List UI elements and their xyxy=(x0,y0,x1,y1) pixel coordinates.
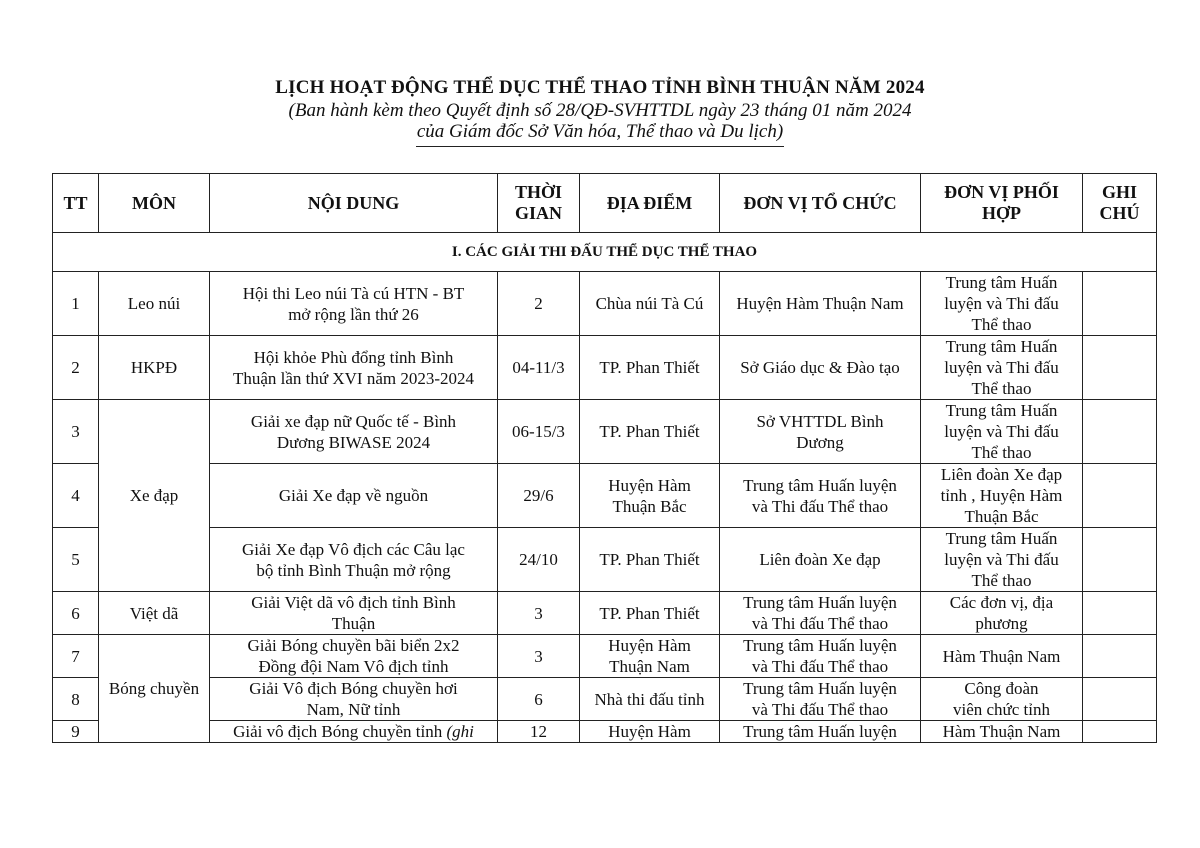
cell-dia-diem: TP. Phan Thiết xyxy=(580,592,720,635)
cell-dia-diem: TP. Phan Thiết xyxy=(580,336,720,400)
table-header-row xyxy=(53,174,1157,233)
cell-to-chuc: Trung tâm Huấn luyện và Thi đấu Thể thao xyxy=(720,678,921,721)
table-row xyxy=(53,721,1157,743)
cell-thoi-gian: 04-11/3 xyxy=(498,336,580,400)
cell-to-chuc: Sở VHTTDL Bình Dương xyxy=(720,400,921,464)
title-underline xyxy=(416,146,784,147)
document-header xyxy=(0,76,1200,147)
cell-dia-diem: TP. Phan Thiết xyxy=(580,400,720,464)
cell-thoi-gian: 24/10 xyxy=(498,528,580,592)
header-mon: MÔN xyxy=(99,174,210,233)
table-row xyxy=(53,528,1157,592)
cell-tt: 7 xyxy=(53,635,99,678)
header-tt: TT xyxy=(53,174,99,233)
table-row xyxy=(53,592,1157,635)
cell-tt: 1 xyxy=(53,272,99,336)
cell-noi-dung: Giải Xe đạp Vô địch các Câu lạc bộ tỉnh Bình Thuận mở rộng xyxy=(210,528,498,592)
cell-noi-dung: Giải Vô địch Bóng chuyền hơi Nam, Nữ tỉnh xyxy=(210,678,498,721)
cell-noi-dung: Giải Xe đạp về nguồn xyxy=(210,464,498,528)
document-subtitle-line-1: (Ban hành kèm theo Quyết định số 28/QĐ-SVHTTDL ngày 23 tháng 01 năm 2024 xyxy=(288,100,912,121)
cell-tt: 3 xyxy=(53,400,99,464)
cell-tt: 8 xyxy=(53,678,99,721)
cell-to-chuc: Trung tâm Huấn luyện xyxy=(720,721,921,743)
cell-mon: Leo núi xyxy=(99,272,210,336)
cell-phoi-hop: Công đoàn viên chức tỉnh xyxy=(921,678,1083,721)
document-subtitle-line-2: của Giám đốc Sở Văn hóa, Thể thao và Du lịch) xyxy=(416,121,784,142)
cell-dia-diem: Huyện Hàm xyxy=(580,721,720,743)
cell-tt: 2 xyxy=(53,336,99,400)
header-don-vi-to-chuc: ĐƠN VỊ TỔ CHỨC xyxy=(720,174,921,233)
cell-to-chuc: Trung tâm Huấn luyện và Thi đấu Thể thao xyxy=(720,635,921,678)
cell-dia-diem: TP. Phan Thiết xyxy=(580,528,720,592)
cell-ghi-chu xyxy=(1083,464,1157,528)
schedule-table xyxy=(52,173,1157,743)
section-row xyxy=(53,233,1157,272)
cell-thoi-gian: 6 xyxy=(498,678,580,721)
cell-ghi-chu xyxy=(1083,721,1157,743)
cell-ghi-chu xyxy=(1083,678,1157,721)
cell-to-chuc: Sở Giáo dục & Đào tạo xyxy=(720,336,921,400)
cell-phoi-hop: Các đơn vị, địa phương xyxy=(921,592,1083,635)
table-row xyxy=(53,678,1157,721)
cell-tt: 5 xyxy=(53,528,99,592)
header-thoi-gian: THỜI GIAN xyxy=(498,174,580,233)
cell-mon: Xe đạp xyxy=(99,400,210,592)
cell-tt: 9 xyxy=(53,721,99,743)
cell-thoi-gian: 06-15/3 xyxy=(498,400,580,464)
cell-phoi-hop: Liên đoàn Xe đạp tỉnh , Huyện Hàm Thuận Bắc xyxy=(921,464,1083,528)
cell-mon: Bóng chuyền xyxy=(99,635,210,743)
cell-ghi-chu xyxy=(1083,592,1157,635)
cell-ghi-chu xyxy=(1083,336,1157,400)
cell-phoi-hop: Trung tâm Huấn luyện và Thi đấu Thể thao xyxy=(921,400,1083,464)
cell-thoi-gian: 12 xyxy=(498,721,580,743)
table-row xyxy=(53,336,1157,400)
cell-thoi-gian: 29/6 xyxy=(498,464,580,528)
cell-phoi-hop: Trung tâm Huấn luyện và Thi đấu Thể thao xyxy=(921,272,1083,336)
header-noi-dung: NỘI DUNG xyxy=(210,174,498,233)
cell-noi-dung: Hội thi Leo núi Tà cú HTN - BT mở rộng lần thứ 26 xyxy=(210,272,498,336)
table-row xyxy=(53,400,1157,464)
header-ghi-chu: GHI CHÚ xyxy=(1083,174,1157,233)
cell-phoi-hop: Trung tâm Huấn luyện và Thi đấu Thể thao xyxy=(921,528,1083,592)
cell-mon: HKPĐ xyxy=(99,336,210,400)
cell-tt: 4 xyxy=(53,464,99,528)
table-row xyxy=(53,464,1157,528)
header-dia-diem: ĐỊA ĐIỂM xyxy=(580,174,720,233)
cell-thoi-gian: 3 xyxy=(498,592,580,635)
cell-noi-dung: Giải xe đạp nữ Quốc tế - Bình Dương BIWASE 2024 xyxy=(210,400,498,464)
cell-dia-diem: Chùa núi Tà Cú xyxy=(580,272,720,336)
cell-ghi-chu xyxy=(1083,528,1157,592)
document-title: LỊCH HOẠT ĐỘNG THỂ DỤC THỂ THAO TỈNH BÌNH THUẬN NĂM 2024 xyxy=(275,77,925,98)
cell-phoi-hop: Hàm Thuận Nam xyxy=(921,721,1083,743)
table-row xyxy=(53,635,1157,678)
cell-noi-dung: Giải vô địch Bóng chuyền tỉnh (ghi xyxy=(210,721,498,743)
cell-ghi-chu xyxy=(1083,272,1157,336)
cell-dia-diem: Huyện Hàm Thuận Nam xyxy=(580,635,720,678)
cell-dia-diem: Huyện Hàm Thuận Bắc xyxy=(580,464,720,528)
cell-noi-dung: Hội khỏe Phù đổng tỉnh Bình Thuận lần thứ XVI năm 2023-2024 xyxy=(210,336,498,400)
cell-thoi-gian: 3 xyxy=(498,635,580,678)
header-don-vi-phoi-hop: ĐƠN VỊ PHỐI HỢP xyxy=(921,174,1083,233)
cell-mon: Việt dã xyxy=(99,592,210,635)
section-heading: I. CÁC GIẢI THI ĐẤU THỂ DỤC THỂ THAO xyxy=(53,233,1157,272)
cell-tt: 6 xyxy=(53,592,99,635)
cell-to-chuc: Trung tâm Huấn luyện và Thi đấu Thể thao xyxy=(720,464,921,528)
cell-noi-dung: Giải Bóng chuyền bãi biển 2x2 Đồng đội Nam Vô địch tỉnh xyxy=(210,635,498,678)
cell-to-chuc: Liên đoàn Xe đạp xyxy=(720,528,921,592)
cell-ghi-chu xyxy=(1083,400,1157,464)
cell-noi-dung: Giải Việt dã vô địch tỉnh Bình Thuận xyxy=(210,592,498,635)
cell-dia-diem: Nhà thi đấu tỉnh xyxy=(580,678,720,721)
cell-phoi-hop: Hàm Thuận Nam xyxy=(921,635,1083,678)
cell-to-chuc: Huyện Hàm Thuận Nam xyxy=(720,272,921,336)
cell-to-chuc: Trung tâm Huấn luyện và Thi đấu Thể thao xyxy=(720,592,921,635)
cell-phoi-hop: Trung tâm Huấn luyện và Thi đấu Thể thao xyxy=(921,336,1083,400)
table-row xyxy=(53,272,1157,336)
cell-thoi-gian: 2 xyxy=(498,272,580,336)
cell-ghi-chu xyxy=(1083,635,1157,678)
